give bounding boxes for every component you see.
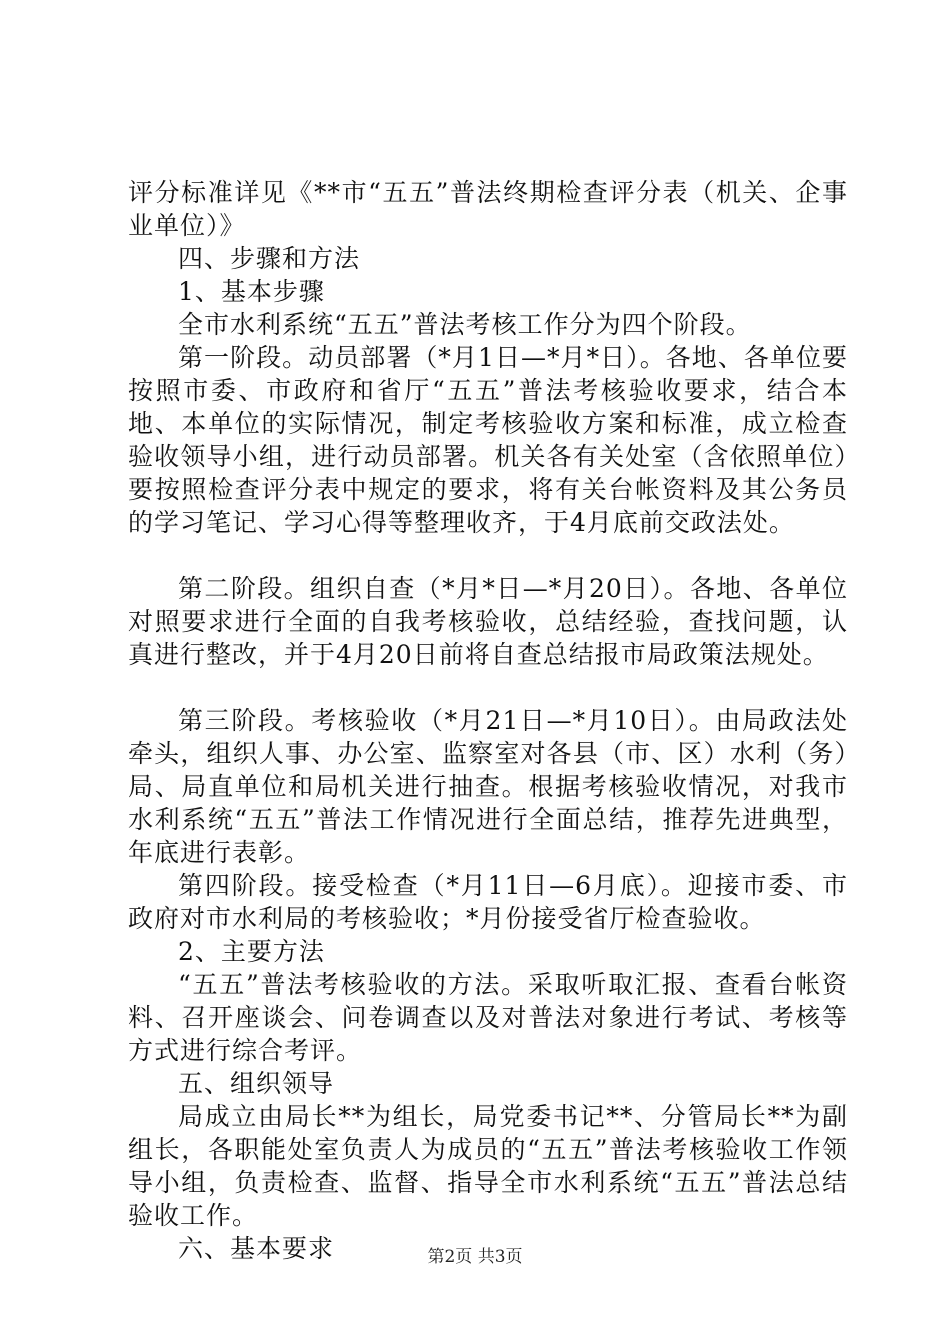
paragraph: “五五”普法考核验收的方法。采取听取汇报、查看台帐资料、召开座谈会、问卷调查以及对普法对象进行考试、考核等方式进行综合考评。	[128, 970, 848, 1065]
paragraph: 全市水利系统“五五”普法考核工作分为四个阶段。	[178, 310, 752, 339]
paragraph: 第一阶段。动员部署（*月1日—*月*日）。各地、各单位要按照市委、市政府和省厅“五五”普法考核验收要求，结合本地、本单位的实际情况，制定考核验收方案和标准，成立检查验收领导小组，进行动员部署。机关各有关处室（含依照单位）要按照检查评分表中规定的要求，将有关台帐资料及其公务员的学习笔记、学习心得等整理收齐，于4月底前交政法处。	[128, 343, 848, 537]
paragraph: 四、步骤和方法	[178, 244, 361, 273]
paragraph: 第四阶段。接受检查（*月11日—6月底）。迎接市委、市政府对市水利局的考核验收；*月份接受省厅检查验收。	[128, 871, 848, 933]
paragraph: 局成立由局长**为组长，局党委书记**、分管局长**为副组长，各职能处室负责人为成员的“五五”普法考核验收工作领导小组，负责检查、监督、指导全市水利系统“五五”普法总结验收工作。	[128, 1102, 848, 1230]
paragraph: 评分标准详见《**市“五五”普法终期检查评分表（机关、企事业单位）》	[128, 178, 848, 240]
paragraph: 六、基本要求	[178, 1234, 335, 1263]
paragraph: 1、基本步骤	[178, 277, 325, 306]
page-footer: 第2页 共3页	[427, 1247, 523, 1267]
paragraph: 第三阶段。考核验收（*月21日—*月10日）。由局政法处牵头，组织人事、办公室、监察室对各县（市、区）水利（务）局、局直单位和局机关进行抽查。根据考核验收情况，对我市水利系统“五五”普法工作情况进行全面总结，推荐先进典型，年底进行表彰。	[128, 706, 848, 867]
paragraph: 2、主要方法	[178, 937, 325, 966]
paragraph: 五、组织领导	[178, 1069, 335, 1098]
paragraph: 第二阶段。组织自查（*月*日—*月20日）。各地、各单位对照要求进行全面的自我考核验收，总结经验，查找问题，认真进行整改，并于4月20日前将自查总结报市局政策法规处。	[128, 574, 848, 669]
document-body	[128, 176, 848, 1265]
